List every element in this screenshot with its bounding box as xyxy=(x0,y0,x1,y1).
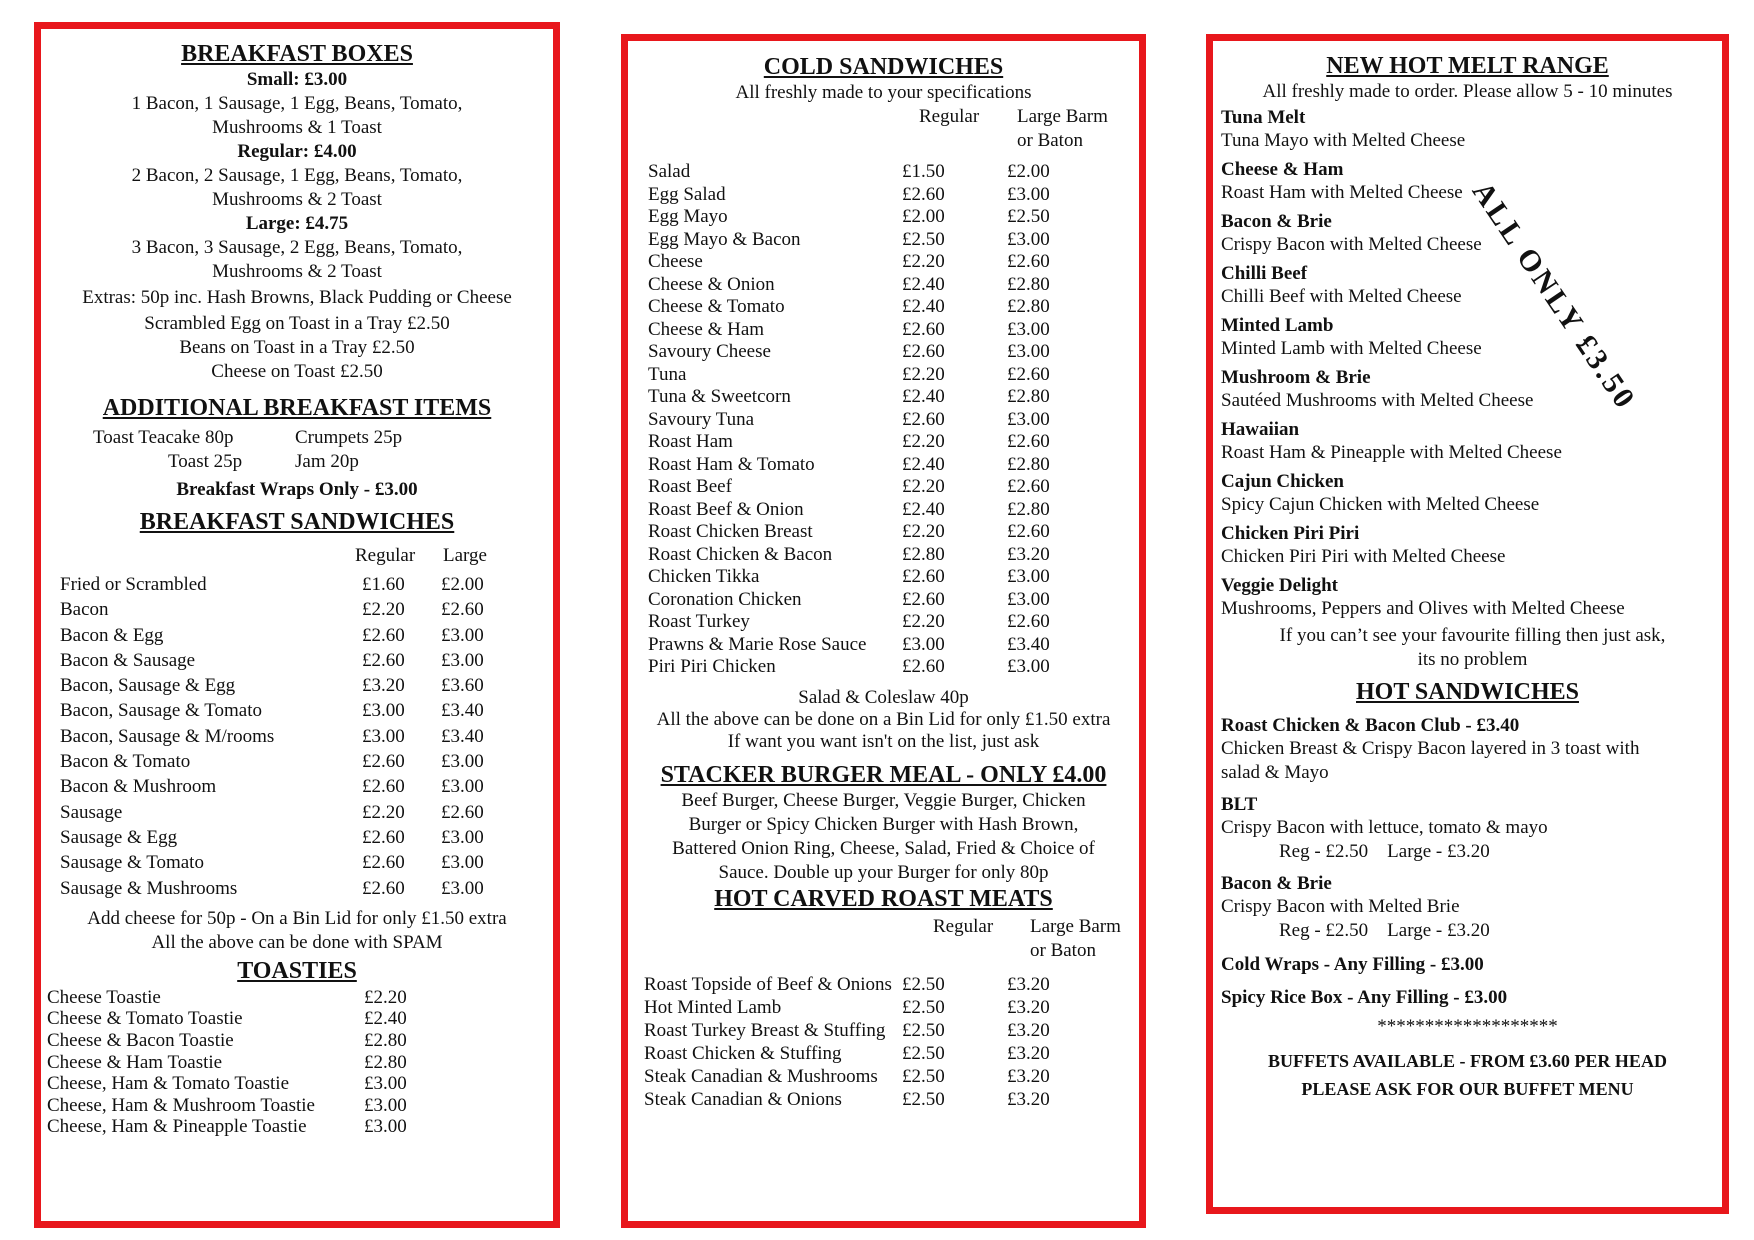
menu-row xyxy=(628,251,1139,274)
item-name: Bacon, Sausage & Tomato xyxy=(60,700,263,722)
item-name: Sausage & Egg xyxy=(60,826,178,848)
regular-price: £2.60 xyxy=(362,852,405,874)
large-price: £3.20 xyxy=(1007,973,1050,995)
item-name: Cheese & Tomato Toastie xyxy=(47,1008,243,1030)
hot-melt-item xyxy=(1221,366,1722,412)
item-name: Roast Turkey Breast & Stuffing xyxy=(644,1019,886,1041)
item-name: Tuna & Sweetcorn xyxy=(648,386,791,407)
additional-item: Crumpets 25p xyxy=(295,427,403,448)
item-desc: Chicken Piri Piri with Melted Cheese xyxy=(1221,546,1506,567)
large-price: £2.00 xyxy=(441,574,484,595)
menu-row xyxy=(628,274,1139,297)
column-header-regular: Regular xyxy=(355,545,416,566)
breakfast-boxes-title: BREAKFAST BOXES xyxy=(181,41,413,67)
additional-item: Toast Teacake 80p xyxy=(93,427,234,448)
additional-item: Toast 25p xyxy=(168,451,243,472)
hot-melt-item xyxy=(1221,522,1722,568)
roast-meat-list xyxy=(628,973,1139,1111)
regular-price: £2.60 xyxy=(362,649,405,671)
tray-item: Beans on Toast in a Tray £2.50 xyxy=(179,337,415,358)
item-name: Cheese, Ham & Tomato Toastie xyxy=(47,1073,290,1095)
large-price: £2.00 xyxy=(1007,161,1050,182)
item-name: Sausage & Tomato xyxy=(60,852,204,874)
item-desc: Crispy Bacon with Melted Cheese xyxy=(1221,234,1482,255)
large-price: £3.40 xyxy=(1007,633,1050,655)
cheese-note: Add cheese for 50p - On a Bin Lid for only £1.50 extra xyxy=(87,907,507,929)
item-name: Roast Chicken & Bacon xyxy=(648,543,833,565)
hot-melt-subtitle: All freshly made to order. Please allow 5 - 10 minutes xyxy=(1262,81,1673,102)
large-price: £3.40 xyxy=(441,700,484,722)
regular-price: £2.50 xyxy=(902,973,945,995)
item-desc: Spicy Cajun Chicken with Melted Cheese xyxy=(1221,494,1540,515)
cold-sandwich-panel xyxy=(621,34,1146,1228)
tray-item: Scrambled Egg on Toast in a Tray £2.50 xyxy=(144,313,450,334)
item-name: Salad xyxy=(648,161,691,182)
price: £3.00 xyxy=(364,1094,407,1116)
large-price: £3.20 xyxy=(1007,996,1050,1018)
item-name: Cheese & Bacon Toastie xyxy=(47,1030,234,1052)
large-price: £3.00 xyxy=(441,751,484,773)
item-name: Bacon & Egg xyxy=(60,624,164,646)
column-header-large: Large xyxy=(443,545,487,566)
menu-row xyxy=(628,544,1139,567)
regular-price: £2.60 xyxy=(902,183,945,205)
stacker-desc: Battered Onion Ring, Cheese, Salad, Fried & Choice of xyxy=(672,837,1095,859)
regular-price: £2.50 xyxy=(902,228,945,250)
hot-melt-item xyxy=(1221,574,1722,620)
tray-item: Cheese on Toast £2.50 xyxy=(211,361,383,382)
item-name: Roast Turkey xyxy=(648,611,750,632)
item-name: Egg Salad xyxy=(648,183,726,205)
menu-row xyxy=(628,364,1139,387)
small-box-desc: Mushrooms & 1 Toast xyxy=(212,117,382,138)
hot-melt-item xyxy=(1221,314,1722,360)
regular-price: £3.20 xyxy=(362,675,405,697)
large-price: £3.20 xyxy=(1007,543,1050,565)
cold-sandwiches-subtitle: All freshly made to your specifications xyxy=(735,82,1032,103)
regular-price: £2.00 xyxy=(902,206,945,227)
large-price: £3.40 xyxy=(441,725,484,747)
regular-price: £2.40 xyxy=(902,386,945,407)
regular-price: £2.20 xyxy=(362,599,405,621)
column-header-regular: Regular xyxy=(933,915,994,937)
regular-price: £2.60 xyxy=(902,318,945,340)
large-price: £3.00 xyxy=(441,624,484,646)
menu-row xyxy=(628,611,1139,634)
club-sandwich-desc: Chicken Breast & Crispy Bacon layered in 3 toast with xyxy=(1221,738,1640,759)
breakfast-sandwiches-title: BREAKFAST SANDWICHES xyxy=(139,509,455,535)
item-name: Savoury Tuna xyxy=(648,408,755,430)
large-price: £2.60 xyxy=(441,599,484,621)
price: £2.40 xyxy=(364,1008,407,1030)
stacker-title: STACKER BURGER MEAL - ONLY £4.00 xyxy=(660,761,1107,788)
hot-sandwiches-title: HOT SANDWICHES xyxy=(1356,679,1579,705)
hot-melt-panel xyxy=(1206,34,1729,1214)
regular-price: £2.50 xyxy=(902,1088,945,1110)
blt-title: BLT xyxy=(1221,794,1258,815)
menu-row xyxy=(41,749,553,774)
hot-melt-item xyxy=(1221,470,1722,516)
regular-box-desc: 2 Bacon, 2 Sausage, 1 Egg, Beans, Tomato, xyxy=(131,165,463,186)
menu-row xyxy=(628,656,1139,679)
item-name: Hot Minted Lamb xyxy=(644,996,782,1018)
regular-price: £2.40 xyxy=(902,453,945,475)
item-name: Fried or Scrambled xyxy=(60,574,207,595)
regular-price: £2.50 xyxy=(902,1042,945,1064)
large-price: £2.80 xyxy=(1007,386,1050,407)
menu-row xyxy=(41,1052,553,1074)
menu-row xyxy=(628,386,1139,409)
menu-row xyxy=(628,476,1139,499)
regular-price: £2.60 xyxy=(902,341,945,362)
menu-row xyxy=(628,499,1139,522)
large-price: £3.20 xyxy=(1007,1088,1050,1110)
item-name: Steak Canadian & Mushrooms xyxy=(644,1065,878,1087)
regular-price: £2.50 xyxy=(902,996,945,1018)
item-desc: Roast Ham with Melted Cheese xyxy=(1221,182,1463,203)
regular-price: £2.20 xyxy=(902,611,945,632)
large-price: £3.20 xyxy=(1007,1065,1050,1087)
club-sandwich-title: Roast Chicken & Bacon Club - £3.40 xyxy=(1221,715,1520,736)
item-name: Bacon xyxy=(60,599,109,621)
item-name: Bacon & Tomato xyxy=(60,751,191,773)
menu-row xyxy=(41,673,553,698)
bacon-brie-title: Bacon & Brie xyxy=(1221,873,1332,894)
column-header-regular: Regular xyxy=(919,106,980,127)
item-desc: Sautéed Mushrooms with Melted Cheese xyxy=(1221,390,1534,411)
menu-row xyxy=(628,1065,1139,1088)
regular-price: £2.50 xyxy=(902,1065,945,1087)
menu-row xyxy=(41,1095,553,1117)
regular-price: £3.00 xyxy=(362,725,405,747)
regular-price: £2.60 xyxy=(362,624,405,646)
regular-price: £2.20 xyxy=(902,363,945,385)
large-price: £2.60 xyxy=(441,801,484,823)
menu-row xyxy=(41,876,553,901)
regular-price: £2.60 xyxy=(902,656,945,677)
large-price: £3.00 xyxy=(1007,228,1050,250)
roast-meats-title: HOT CARVED ROAST MEATS xyxy=(714,885,1053,912)
stacker-desc: Beef Burger, Cheese Burger, Veggie Burger, Chicken xyxy=(681,789,1086,811)
item-name: Cheese xyxy=(648,251,703,272)
item-name: Minted Lamb xyxy=(1221,315,1334,336)
hot-melt-title: NEW HOT MELT RANGE xyxy=(1326,53,1609,79)
item-name: Mushroom & Brie xyxy=(1221,367,1371,388)
item-name: Savoury Cheese xyxy=(648,341,771,362)
large-price: £3.00 xyxy=(1007,183,1050,205)
menu-row xyxy=(628,409,1139,432)
menu-row xyxy=(628,229,1139,252)
item-name: Cheese & Ham xyxy=(1221,159,1344,180)
item-name: Roast Beef xyxy=(648,476,732,497)
regular-price: £3.00 xyxy=(902,633,945,655)
additional-items-title: ADDITIONAL BREAKFAST ITEMS xyxy=(102,395,492,421)
regular-price: £2.20 xyxy=(902,431,945,452)
large-price: £3.00 xyxy=(1007,588,1050,610)
item-name: Cheese & Ham xyxy=(648,318,765,340)
large-price: £3.00 xyxy=(441,826,484,848)
menu-row xyxy=(41,572,553,597)
item-name: Roast Topside of Beef & Onions xyxy=(644,973,892,995)
large-price: £2.60 xyxy=(1007,611,1050,632)
large-price: £2.80 xyxy=(1007,453,1050,475)
regular-box-desc: Mushrooms & 2 Toast xyxy=(212,189,382,210)
regular-price: £2.20 xyxy=(902,476,945,497)
menu-row xyxy=(628,454,1139,477)
large-price: £2.60 xyxy=(1007,431,1050,452)
item-name: Cheese Toastie xyxy=(47,986,161,1008)
all-only-stamp: ALL ONLY £3.50 xyxy=(1465,176,1643,417)
menu-row xyxy=(628,431,1139,454)
club-sandwich-desc: salad & Mayo xyxy=(1221,762,1329,783)
menu-row xyxy=(628,996,1139,1019)
menu-row xyxy=(41,1008,553,1030)
item-name: Piri Piri Chicken xyxy=(648,656,776,677)
item-name: Sausage xyxy=(60,801,123,823)
menu-row xyxy=(628,319,1139,342)
item-name: Roast Beef & Onion xyxy=(648,498,804,520)
item-name: Bacon & Mushroom xyxy=(60,776,217,798)
small-box-label: Small: £3.00 xyxy=(246,69,348,90)
large-price: £2.80 xyxy=(1007,498,1050,520)
column-header-large: Large Barm xyxy=(1030,915,1121,937)
menu-row xyxy=(628,161,1139,184)
regular-price: £2.40 xyxy=(902,273,945,295)
price: £3.00 xyxy=(364,1073,407,1095)
item-name: Hawaiian xyxy=(1221,419,1300,440)
large-price: £3.00 xyxy=(1007,318,1050,340)
regular-price: £1.60 xyxy=(362,574,405,595)
hot-melt-item xyxy=(1221,106,1722,152)
item-name: Roast Ham xyxy=(648,431,733,452)
large-price: £2.80 xyxy=(1007,296,1050,317)
menu-row xyxy=(628,521,1139,544)
additional-item: Jam 20p xyxy=(295,451,359,472)
menu-row xyxy=(41,623,553,648)
regular-price: £2.60 xyxy=(902,408,945,430)
regular-price: £2.60 xyxy=(362,776,405,798)
item-name: Veggie Delight xyxy=(1221,575,1338,596)
cold-wraps: Cold Wraps - Any Filling - £3.00 xyxy=(1221,954,1484,975)
stacker-desc: Sauce. Double up your Burger for only 80p xyxy=(718,861,1049,883)
large-price: £3.60 xyxy=(441,675,484,697)
menu-row xyxy=(41,648,553,673)
spam-note: All the above can be done with SPAM xyxy=(151,931,443,953)
large-price: £3.00 xyxy=(1007,656,1050,677)
blt-prices: Reg - £2.50 Large - £3.20 xyxy=(1279,841,1490,862)
stacker-desc: Burger or Spicy Chicken Burger with Hash Brown, xyxy=(688,813,1079,835)
item-name: Tuna Melt xyxy=(1221,107,1306,128)
item-name: Bacon & Sausage xyxy=(60,649,196,671)
item-name: Cheese & Onion xyxy=(648,273,775,295)
regular-price: £2.20 xyxy=(902,521,945,542)
item-name: Chicken Tikka xyxy=(648,566,760,587)
rice-box: Spicy Rice Box - Any Filling - £3.00 xyxy=(1221,987,1508,1008)
cold-sandwiches-title: COLD SANDWICHES xyxy=(763,54,1004,80)
regular-price: £2.60 xyxy=(362,751,405,773)
item-name: Bacon, Sausage & Egg xyxy=(60,675,236,697)
large-price: £3.20 xyxy=(1007,1042,1050,1064)
menu-row xyxy=(628,184,1139,207)
breakfast-panel xyxy=(34,22,560,1228)
menu-row xyxy=(41,774,553,799)
large-price: £3.00 xyxy=(441,877,484,899)
large-price: £3.00 xyxy=(441,776,484,798)
item-name: Prawns & Marie Rose Sauce xyxy=(648,633,867,655)
item-name: Egg Mayo & Bacon xyxy=(648,228,801,250)
large-box-desc: Mushrooms & 2 Toast xyxy=(212,261,382,282)
toastie-list xyxy=(41,987,553,1138)
item-name: Roast Chicken Breast xyxy=(648,521,813,542)
menu-row xyxy=(628,296,1139,319)
menu-row xyxy=(41,724,553,749)
item-desc: Roast Ham & Pineapple with Melted Cheese xyxy=(1221,442,1562,463)
large-price: £2.60 xyxy=(1007,521,1050,542)
hot-melt-list xyxy=(1213,106,1722,620)
large-price: £3.00 xyxy=(441,649,484,671)
item-name: Egg Mayo xyxy=(648,206,728,227)
large-price: £3.00 xyxy=(1007,566,1050,587)
large-price: £2.80 xyxy=(1007,273,1050,295)
item-name: Roast Chicken & Stuffing xyxy=(644,1042,842,1064)
menu-row xyxy=(41,1116,553,1138)
hot-melt-item xyxy=(1221,262,1722,308)
menu-row xyxy=(628,1042,1139,1065)
blt-desc: Crispy Bacon with lettuce, tomato & mayo xyxy=(1221,817,1548,838)
menu-row xyxy=(628,206,1139,229)
large-price: £2.60 xyxy=(1007,476,1050,497)
item-name: Tuna xyxy=(648,363,687,385)
bacon-brie-desc: Crispy Bacon with Melted Brie xyxy=(1221,896,1460,917)
item-name: Steak Canadian & Onions xyxy=(644,1088,842,1110)
item-name: Cheese & Ham Toastie xyxy=(47,1051,223,1073)
menu-row xyxy=(628,973,1139,996)
item-desc: Chilli Beef with Melted Cheese xyxy=(1221,286,1462,307)
large-price: £3.00 xyxy=(441,852,484,874)
buffet-note: BUFFETS AVAILABLE - FROM £3.60 PER HEAD xyxy=(1268,1051,1667,1071)
menu-row xyxy=(41,850,553,875)
small-box-desc: 1 Bacon, 1 Sausage, 1 Egg, Beans, Tomato, xyxy=(131,93,463,114)
large-price: £2.60 xyxy=(1007,251,1050,272)
regular-price: £2.60 xyxy=(362,877,405,899)
item-name: Chicken Piri Piri xyxy=(1221,523,1360,544)
regular-price: £2.40 xyxy=(902,296,945,317)
menu-row xyxy=(628,634,1139,657)
regular-price: £2.60 xyxy=(902,566,945,587)
breakfast-wraps: Breakfast Wraps Only - £3.00 xyxy=(176,479,418,500)
regular-price: £2.20 xyxy=(902,251,945,272)
regular-box-label: Regular: £4.00 xyxy=(237,141,357,162)
favourite-note: If you can’t see your favourite filling then just ask, xyxy=(1279,625,1666,646)
menu-row xyxy=(628,341,1139,364)
menu-row xyxy=(41,1030,553,1052)
column-header-large: or Baton xyxy=(1030,939,1096,961)
item-desc: Minted Lamb with Melted Cheese xyxy=(1221,338,1482,359)
large-price: £3.00 xyxy=(1007,341,1050,362)
regular-price: £2.80 xyxy=(902,543,945,565)
bin-lid-note: All the above can be done on a Bin Lid for only £1.50 extra xyxy=(656,708,1111,730)
large-box-desc: 3 Bacon, 3 Sausage, 2 Egg, Beans, Tomato, xyxy=(131,237,463,258)
item-name: Coronation Chicken xyxy=(648,588,802,610)
item-name: Cajun Chicken xyxy=(1221,471,1344,492)
regular-price: £3.00 xyxy=(362,700,405,722)
hot-melt-item xyxy=(1221,210,1722,256)
menu-row xyxy=(628,1019,1139,1042)
price: £2.20 xyxy=(364,986,407,1008)
large-price: £2.60 xyxy=(1007,363,1050,385)
item-name: Bacon & Brie xyxy=(1221,211,1332,232)
item-name: Chilli Beef xyxy=(1221,263,1308,284)
item-name: Roast Ham & Tomato xyxy=(648,453,815,475)
regular-price: £2.60 xyxy=(902,588,945,610)
regular-price: £2.20 xyxy=(362,801,405,823)
toasties-title: TOASTIES xyxy=(237,957,357,984)
favourite-note: its no problem xyxy=(1417,649,1528,670)
regular-price: £2.60 xyxy=(362,826,405,848)
item-name: Cheese, Ham & Pineapple Toastie xyxy=(47,1116,307,1138)
menu-row xyxy=(41,800,553,825)
bacon-brie-prices: Reg - £2.50 Large - £3.20 xyxy=(1279,920,1490,941)
large-price: £3.20 xyxy=(1007,1019,1050,1041)
large-box-label: Large: £4.75 xyxy=(245,213,349,234)
menu-row xyxy=(41,825,553,850)
extras-note: Extras: 50p inc. Hash Browns, Black Pudding or Cheese xyxy=(82,287,512,308)
price: £2.80 xyxy=(364,1051,407,1073)
menu-row xyxy=(628,566,1139,589)
coleslaw-note: Salad & Coleslaw 40p xyxy=(798,686,969,708)
menu-row xyxy=(41,1073,553,1095)
divider-stars: ******************* xyxy=(1377,1016,1558,1037)
menu-row xyxy=(628,589,1139,612)
item-name: Cheese, Ham & Mushroom Toastie xyxy=(47,1094,315,1116)
large-price: £2.50 xyxy=(1007,206,1050,227)
hot-melt-item xyxy=(1221,418,1722,464)
item-desc: Mushrooms, Peppers and Olives with Melted Cheese xyxy=(1221,598,1625,619)
regular-price: £1.50 xyxy=(902,161,945,182)
column-header-large: or Baton xyxy=(1017,130,1083,151)
menu-row xyxy=(41,597,553,622)
breakfast-sandwich-list xyxy=(41,572,553,901)
column-header-large: Large Barm xyxy=(1017,106,1108,127)
regular-price: £2.50 xyxy=(902,1019,945,1041)
cold-sandwich-list xyxy=(628,161,1139,679)
price: £3.00 xyxy=(364,1116,407,1138)
regular-price: £2.40 xyxy=(902,498,945,520)
buffet-note: PLEASE ASK FOR OUR BUFFET MENU xyxy=(1301,1079,1634,1099)
item-name: Bacon, Sausage & M/rooms xyxy=(60,725,275,747)
item-name: Cheese & Tomato xyxy=(648,296,785,317)
item-desc: Tuna Mayo with Melted Cheese xyxy=(1221,130,1466,151)
ask-note: If want you want isn't on the list, just ask xyxy=(727,730,1040,752)
item-name: Sausage & Mushrooms xyxy=(60,877,238,899)
menu-row xyxy=(628,1088,1139,1111)
menu-row xyxy=(41,698,553,723)
price: £2.80 xyxy=(364,1030,407,1052)
large-price: £3.00 xyxy=(1007,408,1050,430)
menu-row xyxy=(41,987,553,1009)
